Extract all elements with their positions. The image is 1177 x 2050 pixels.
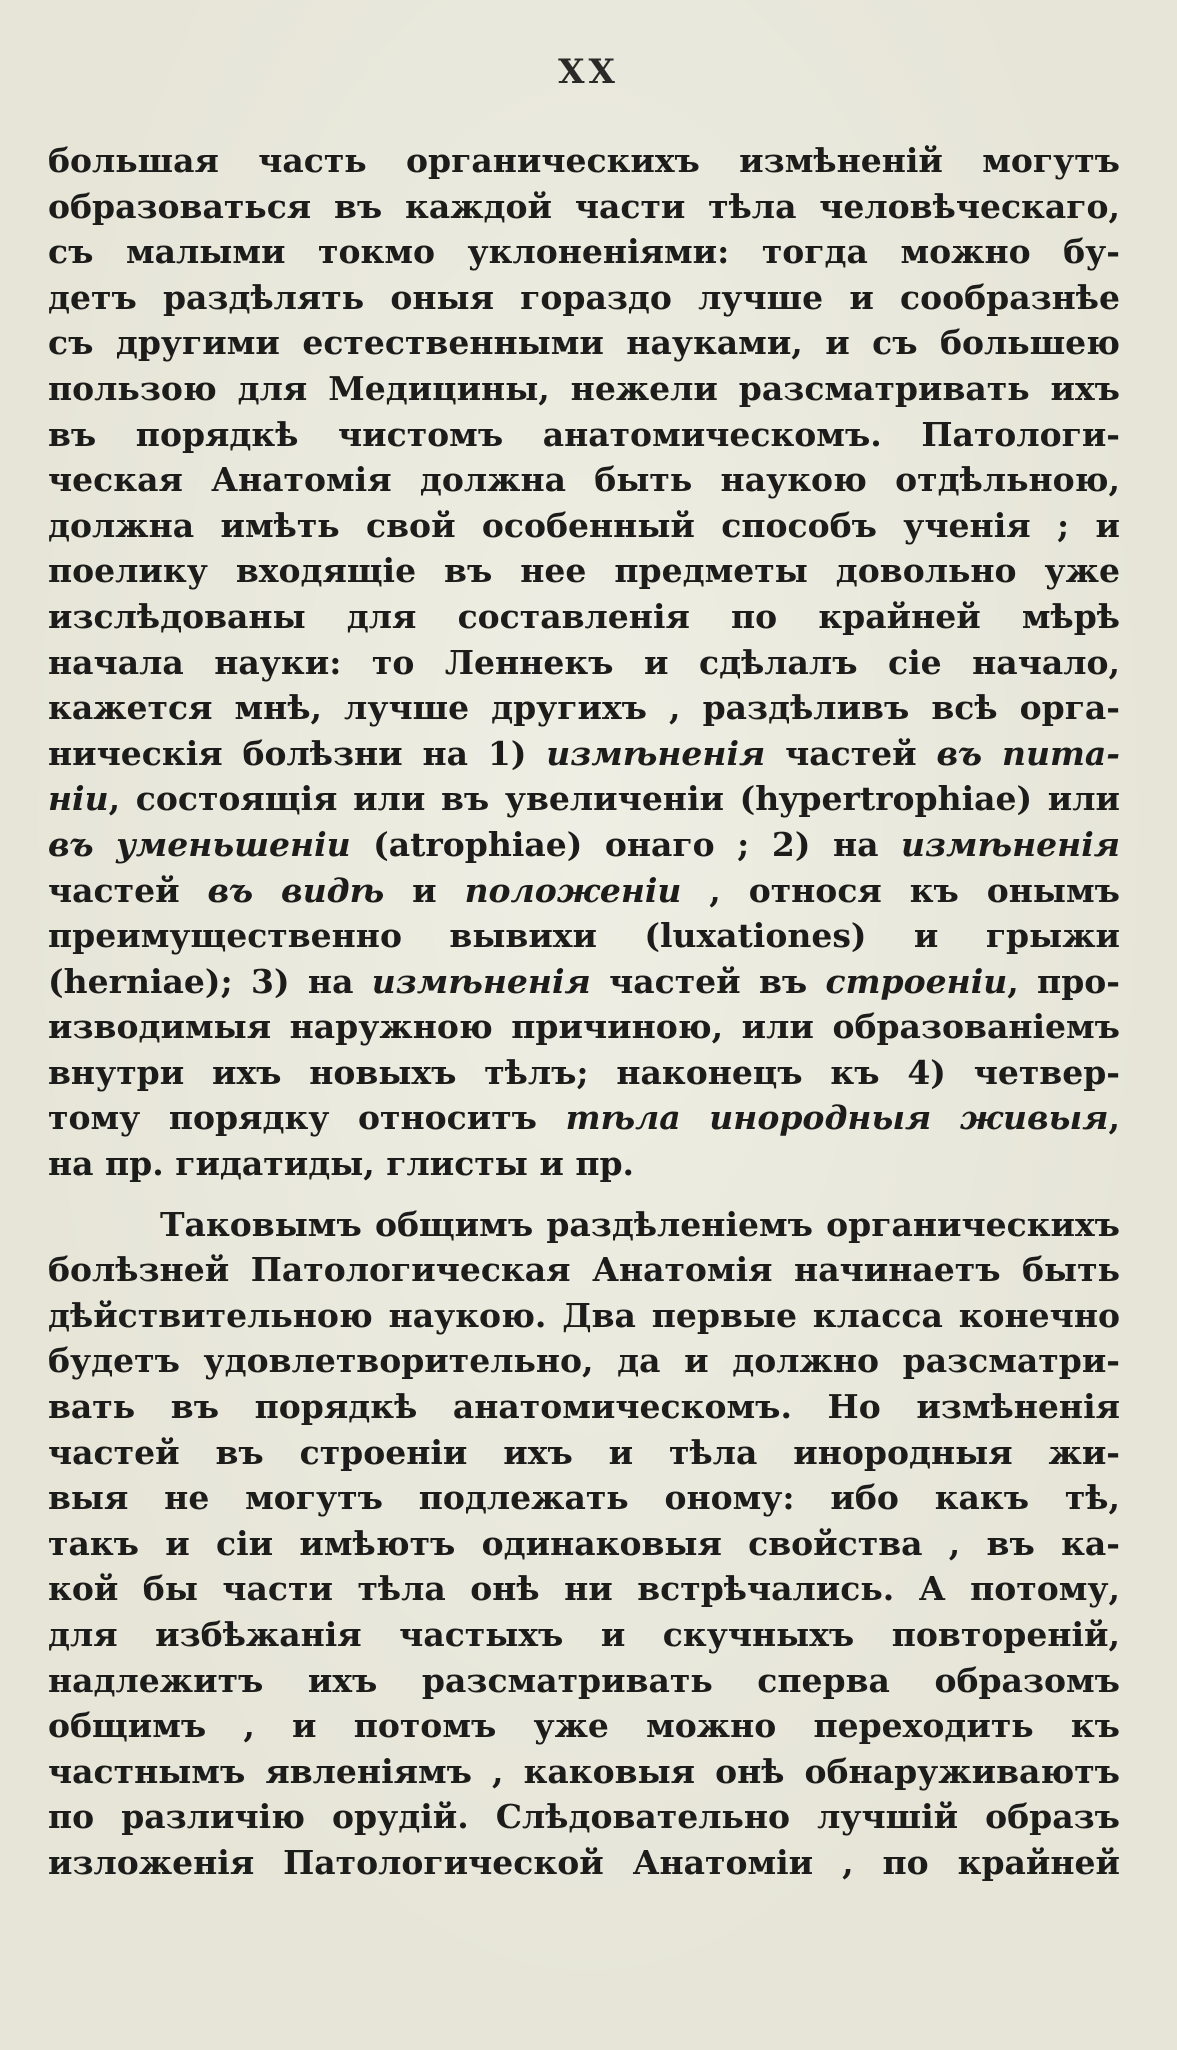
italic-term: строеніи <box>825 961 1008 1001</box>
text-run: тому порядку относитъ <box>48 1098 566 1138</box>
text-line: внутри ихъ новыхъ тѣлъ; наконецъ къ 4) четвер- <box>48 1052 1120 1092</box>
text-line: вать въ порядкѣ анатомическомъ. Но измѣненія <box>48 1387 1120 1427</box>
italic-term: въ уменьшеніи <box>48 824 351 864</box>
text-line <box>48 868 1120 914</box>
italic-term: тѣла инородныя живыя <box>565 1098 1109 1138</box>
text-line: надлежитъ ихъ разсматривать сперва образомъ <box>48 1660 1120 1700</box>
text-line: выя не могутъ подлежать оному: ибо какъ тѣ, <box>48 1478 1120 1518</box>
text-line <box>48 1095 1120 1141</box>
text-run: , относя къ онымъ <box>681 870 1120 910</box>
italic-term: измѣненія <box>371 961 591 1001</box>
italic-term: измѣненія <box>546 733 766 773</box>
text-line: преимущественно вывихи (luxationes) и грыжи <box>48 916 1120 956</box>
text-line <box>48 822 1120 868</box>
paragraph-gap <box>48 1187 1120 1202</box>
text-line: съ другими естественными науками, и съ большею <box>48 323 1120 363</box>
text-run: и <box>384 870 465 910</box>
italic-term: въ видѣ <box>207 870 385 910</box>
text-line: въ порядкѣ чистомъ анатомическомъ. Патологи- <box>48 414 1120 454</box>
text-run: ническія болѣзни на 1) <box>48 733 547 773</box>
italic-term: измѣненія <box>901 824 1120 864</box>
text-line: детъ раздѣлять оныя гораздо лучше и сообразнѣе <box>48 277 1120 317</box>
italic-term: въ пита- <box>936 733 1120 773</box>
text-line: по различію орудій. Слѣдовательно лучшій образъ <box>48 1797 1120 1837</box>
text-line: болѣзней Патологическая Анатомія начинаетъ быть <box>48 1250 1120 1290</box>
text-line: ческая Анатомія должна быть наукою отдѣльною, <box>48 460 1120 500</box>
text-line: дѣйствительною наукою. Два первые класса конечно <box>48 1295 1120 1335</box>
text-line: изслѣдованы для составленія по крайней мѣрѣ <box>48 596 1120 636</box>
text-line: образоваться въ каждой части тѣла человѣческаго, <box>48 186 1120 226</box>
italic-term: ніи <box>48 779 109 819</box>
text-line: пользою для Медицины, нежели разсматривать ихъ <box>48 368 1120 408</box>
text-line: для избѣжанія частыхъ и скучныхъ повтореній, <box>48 1615 1120 1654</box>
text-run: (atrophiae) онаго ; 2) на <box>350 824 902 864</box>
text-line: должна имѣть свой особенный способъ ученія ; и <box>48 505 1120 545</box>
text-line: общимъ , и потомъ уже можно переходить къ <box>48 1706 1120 1746</box>
text-line: Таковымъ общимъ раздѣленіемъ органическихъ <box>160 1204 1120 1244</box>
text-line: такъ и сіи имѣютъ одинаковыя свойства , въ ка- <box>48 1523 1120 1563</box>
text-line: частей въ строеніи ихъ и тѣла инородныя жи- <box>48 1432 1120 1472</box>
text-line <box>48 731 1120 777</box>
text-line: изложенія Патологической Анатоміи , по крайней <box>48 1842 1120 1882</box>
body-text <box>48 138 1120 1886</box>
text-run: частей въ <box>590 961 826 1001</box>
text-line: большая часть органическихъ измѣненій могутъ <box>48 141 1120 180</box>
text-run: частей <box>765 733 937 773</box>
text-line: кажется мнѣ, лучше другихъ , раздѣливъ всѣ орга- <box>48 688 1120 728</box>
text-run: частей <box>48 870 208 910</box>
text-line: начала науки: то Леннекъ и сдѣлалъ сіе начало, <box>48 642 1120 682</box>
italic-term: положеніи <box>464 870 682 910</box>
text-line: изводимыя наружною причиною, или образованіемъ <box>48 1007 1120 1047</box>
text-line: будетъ удовлетворительно, да и должно разсматри- <box>48 1341 1120 1381</box>
text-line: частнымъ явленіямъ , каковыя онѣ обнаруживаютъ <box>48 1751 1120 1791</box>
text-run: (herniae); 3) на <box>48 961 372 1001</box>
text-line <box>48 959 1120 1005</box>
text-line: поелику входящіе въ нее предметы довольно уже <box>48 551 1120 591</box>
text-line: кой бы части тѣла онѣ ни встрѣчались. А потому, <box>48 1569 1120 1609</box>
text-line <box>48 776 1120 822</box>
text-run: , <box>1108 1098 1120 1138</box>
page-number: XX <box>558 52 619 92</box>
text-line: на пр. гидатиды, глисты и пр. <box>48 1144 635 1184</box>
text-line: съ малыми токмо уклоненіями: тогда можно бу- <box>48 232 1120 272</box>
text-run: , состоящія или въ увеличеніи (hypertrophiae) или <box>108 779 1120 819</box>
text-run: , про- <box>1007 961 1120 1001</box>
